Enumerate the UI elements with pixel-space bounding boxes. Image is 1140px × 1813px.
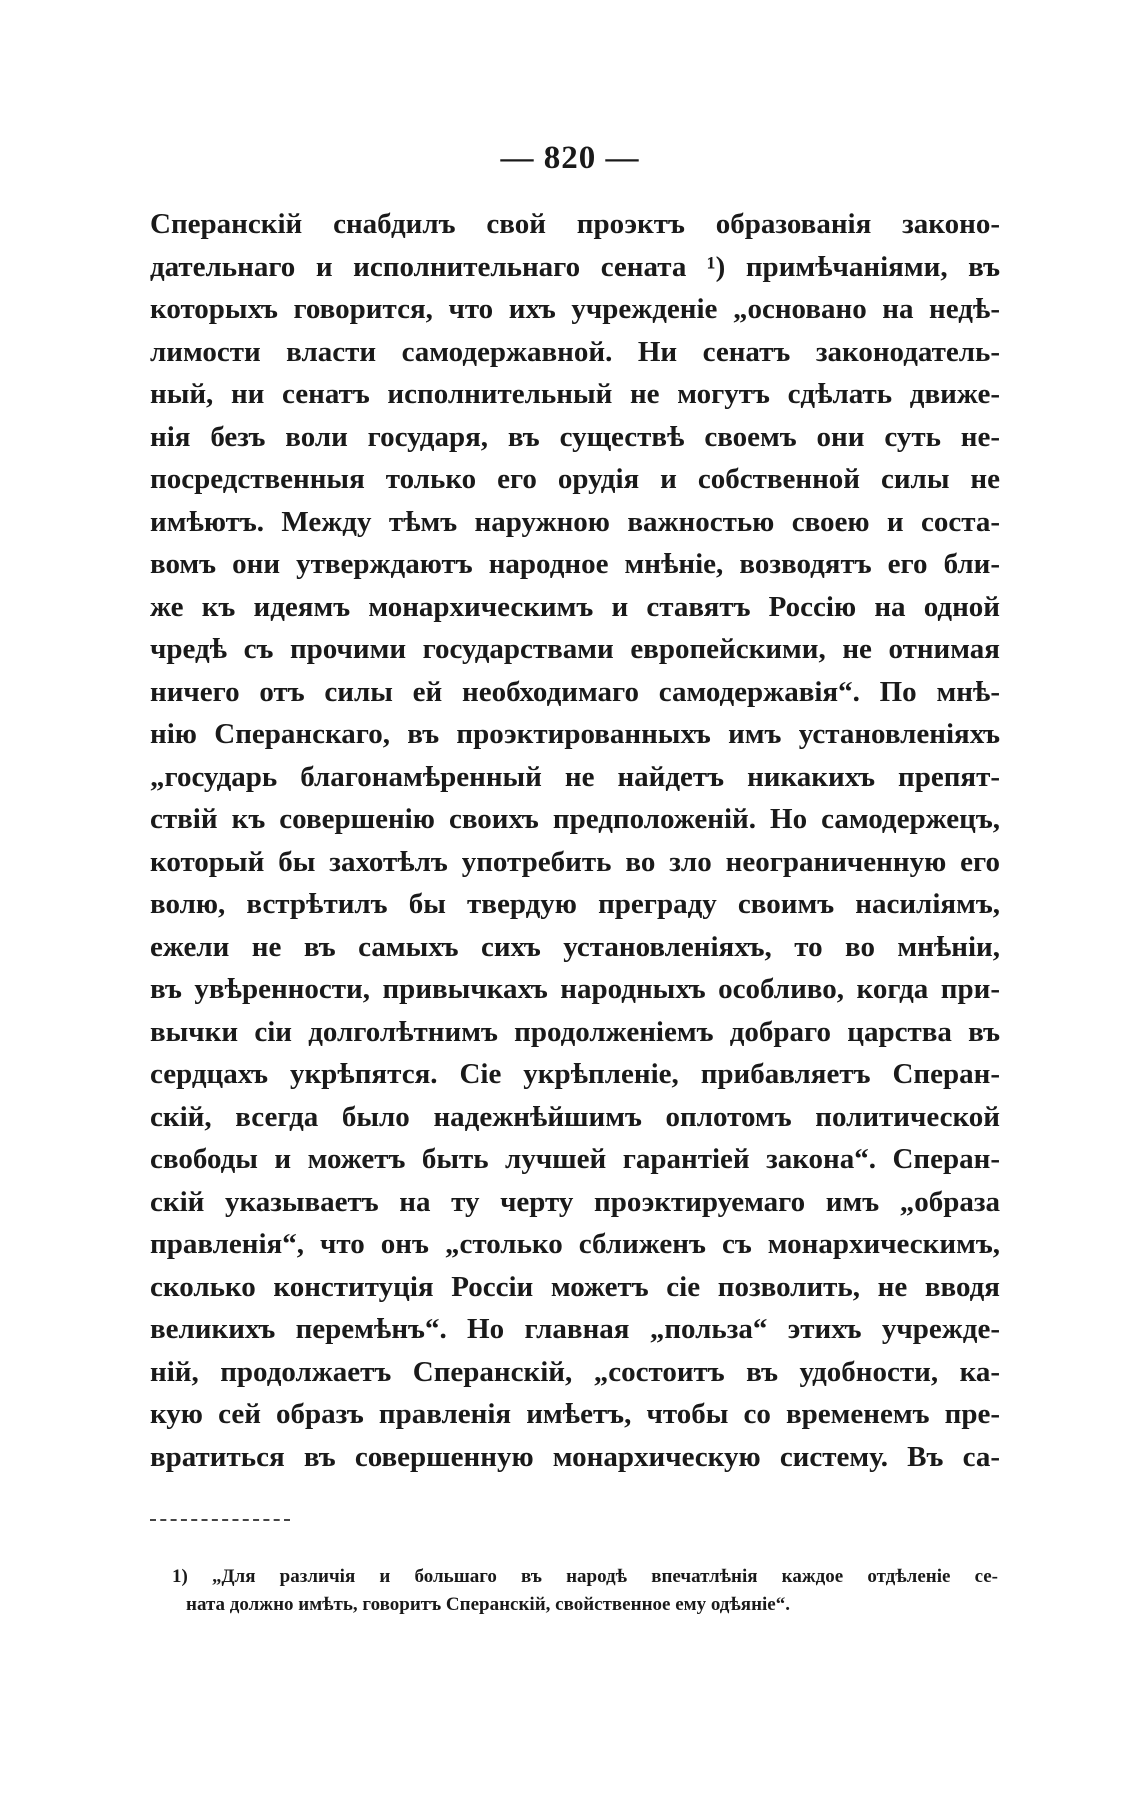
text-line: ежели не въ самыхъ сихъ установленіяхъ, то во мнѣніи, — [150, 930, 1000, 963]
footnote-divider — [150, 1519, 290, 1521]
text-line: скій указываетъ на ту черту проэктируемаго имъ „образа — [150, 1185, 1000, 1218]
main-text — [150, 203, 1000, 1478]
text-line: въ увѣренности, привычкахъ народныхъ особливо, когда при- — [150, 973, 1000, 1005]
text-line: нія безъ воли государя, въ существѣ своемъ они суть не- — [150, 420, 1000, 453]
text-line: кую сей образъ правленія имѣетъ, чтобы со временемъ пре- — [150, 1398, 1000, 1430]
footnotes — [172, 1563, 998, 1619]
text-line: великихъ перемѣнъ“. Но главная „польза“ этихъ учрежде- — [150, 1313, 1000, 1345]
text-line: свободы и можетъ быть лучшей гарантіей закона“. Сперан- — [150, 1143, 1000, 1175]
text-line: вомъ они утверждаютъ народное мнѣніе, возводятъ его бли- — [150, 548, 1000, 580]
text-line: Сперанскій снабдилъ свой проэктъ образованія законо- — [150, 208, 1000, 240]
text-line: которыхъ говорится, что ихъ учрежденіе „основано на недѣ- — [150, 293, 1000, 325]
text-line: вычки сіи долголѣтнимъ продолженіемъ добраго царства въ — [150, 1015, 1000, 1048]
text-line: скій, всегда было надежнѣйшимъ оплотомъ политической — [150, 1100, 1000, 1133]
text-line: „государь благонамѣренный не найдетъ никакихъ препят- — [150, 760, 1000, 793]
text-line: ній, продолжаетъ Сперанскій, „состоитъ въ удобности, ка- — [150, 1355, 1000, 1388]
page-number: — 820 — — [500, 140, 640, 176]
footnote-line: ната должно имѣть, говоритъ Сперанскій, свойственное ему одѣяніе“. — [186, 1594, 790, 1615]
text-line: который бы захотѣлъ употребить во зло неограниченную его — [150, 845, 1000, 878]
text-line: вратиться въ совершенную монархическую систему. Въ са- — [150, 1440, 1000, 1473]
text-line: же къ идеямъ монархическимъ и ставятъ Россію на одной — [150, 590, 1000, 623]
text-line: правленія“, что онъ „столько сближенъ съ монархическимъ, — [150, 1228, 1000, 1260]
text-line: посредственныя только его орудія и собственной силы не — [150, 463, 1000, 495]
text-line: ный, ни сенатъ исполнительный не могутъ сдѣлать движе- — [150, 378, 1000, 410]
text-line: волю, встрѣтилъ бы твердую преграду своимъ насиліямъ, — [150, 888, 1000, 920]
text-line: ничего отъ силы ей необходимаго самодержавія“. По мнѣ- — [150, 675, 1000, 708]
text-line: чредѣ съ прочими государствами европейскими, не отнимая — [150, 633, 1000, 665]
footnote-line: 1) „Для различія и большаго въ народѣ впечатлѣнія каждое отдѣленіе се- — [172, 1566, 998, 1587]
text-line: лимости власти самодержавной. Ни сенатъ законодатель- — [150, 335, 1000, 368]
text-line: сердцахъ укрѣпятся. Сіе укрѣпленіе, прибавляетъ Сперан- — [150, 1058, 1000, 1090]
text-line: нію Сперанскаго, въ проэктированныхъ имъ установленіяхъ — [150, 718, 1000, 750]
text-line: ствій къ совершенію своихъ предположеній. Но самодержецъ, — [150, 803, 1000, 835]
text-line: сколько конституція Россіи можетъ сіе позволить, не вводя — [150, 1270, 1000, 1303]
text-line: дательнаго и исполнительнаго сената ¹) примѣчаніями, въ — [150, 250, 1000, 283]
text-line: имѣютъ. Между тѣмъ наружною важностью своею и соста- — [150, 505, 1000, 538]
